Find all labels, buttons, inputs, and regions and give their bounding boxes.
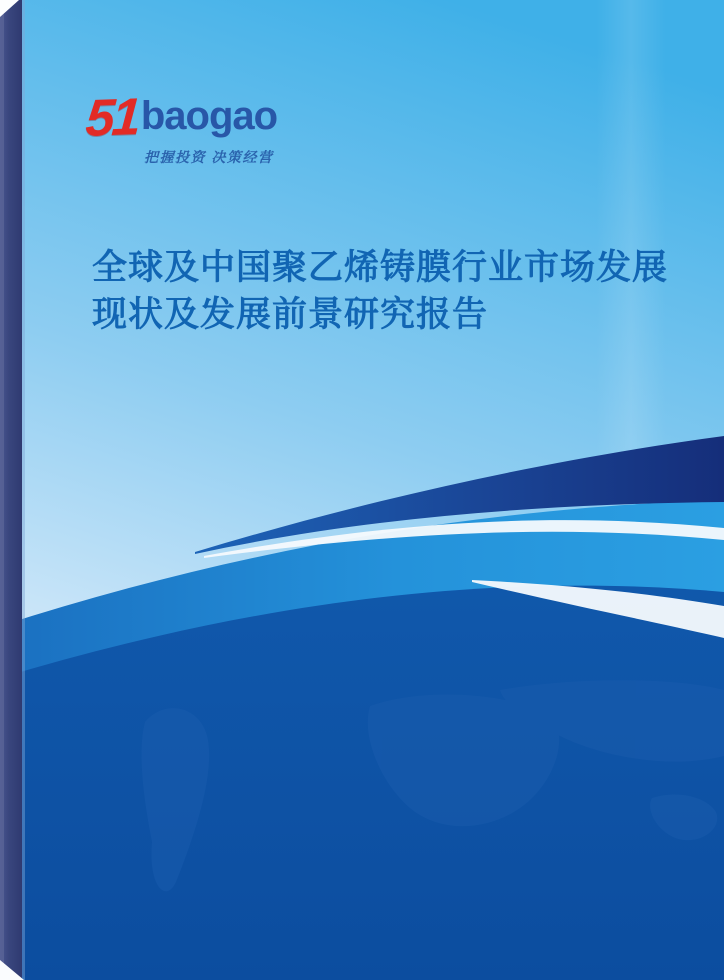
logo [83,88,278,167]
logo-row [83,88,278,148]
spine-edge-highlight [22,0,25,980]
logo-tagline: 把握投资 决策经营 [144,149,274,165]
logo-51-mark: 51 [83,88,140,148]
report-title [92,244,702,338]
report-title-line-2: 现状及发展前景研究报告 [92,295,489,334]
report-title-line-1: 全球及中国聚乙烯铸膜行业市场发展 [92,248,669,287]
logo-wordmark: baogao [140,94,278,138]
spine-bar-highlight [0,0,4,980]
